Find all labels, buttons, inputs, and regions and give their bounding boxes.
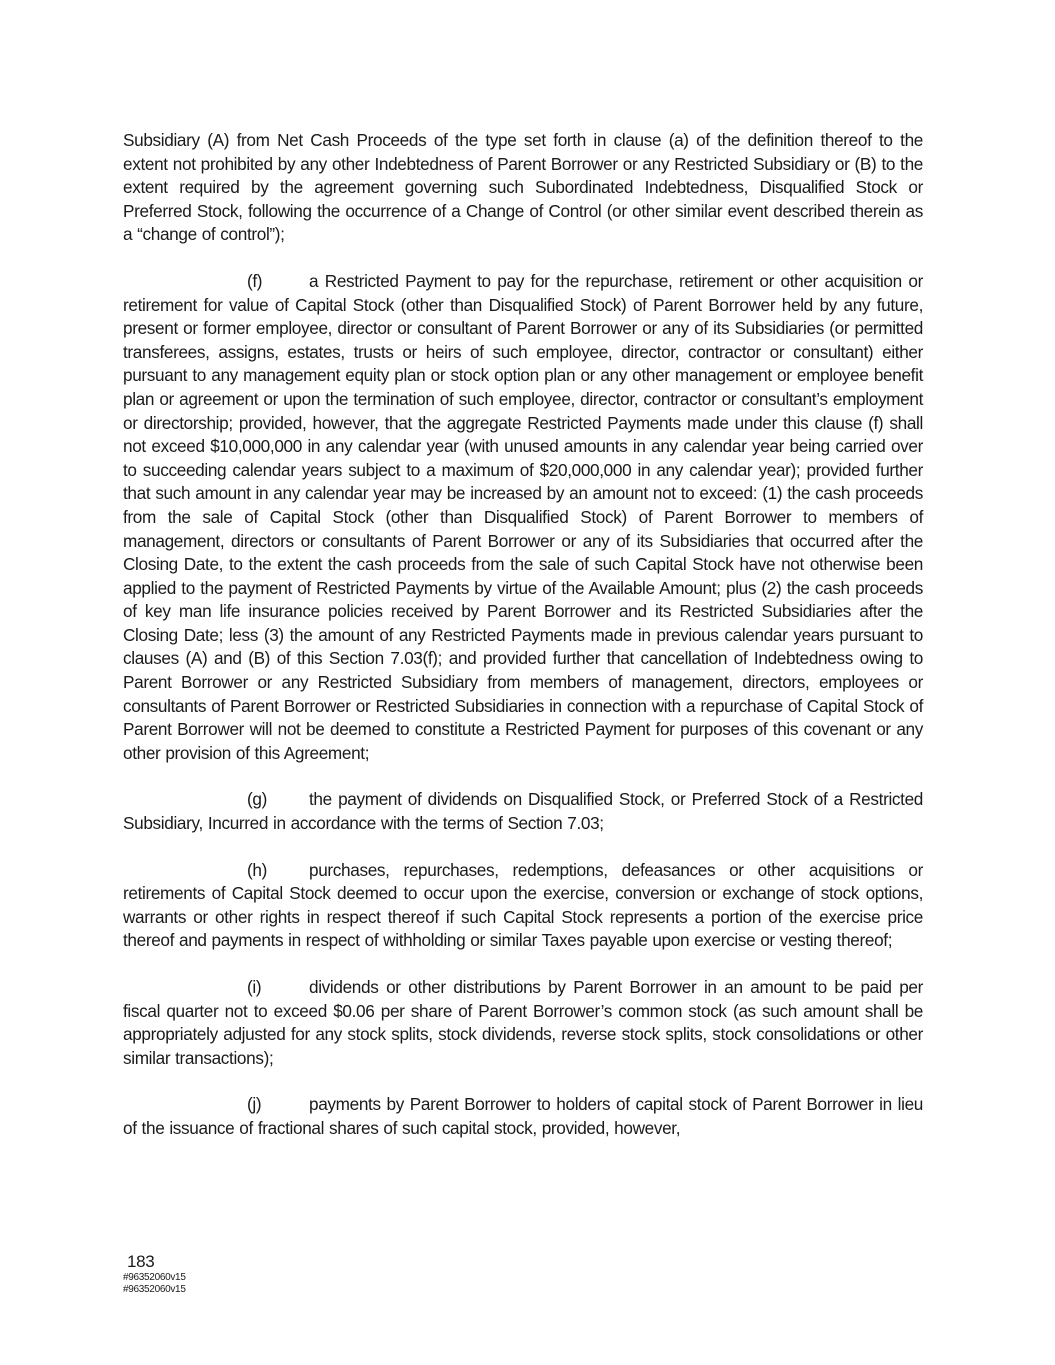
clause-g <box>123 788 923 835</box>
clause-text: the payment of dividends on Disqualified Stock, or Preferred Stock of a Restricted Subsidiary, Incurred in accordance with the terms of Section 7.03; <box>123 789 923 834</box>
clause-h <box>123 859 923 953</box>
clause-j <box>123 1093 923 1140</box>
paragraph-text: Subsidiary (A) from Net Cash Proceeds of the type set forth in clause (a) of the definition thereof to the extent not prohibited by any other Indebtedness of Parent Borrower or any Restricted Subsidiary or (B) to the extent required by the agreement governing such Subordinated Indebtedness, Disqualified Stock or Preferred Stock, following the occurrence of a Change of Control (or other similar event described therein as a “change of control”); <box>123 130 923 245</box>
clause-label: (g) <box>247 789 267 810</box>
paragraph-continuation <box>123 129 923 247</box>
clause-label: (h) <box>247 859 267 880</box>
clause-f <box>123 270 923 765</box>
clause-label: (i) <box>247 977 262 997</box>
clause-label: (j) <box>247 1094 262 1115</box>
clause-i <box>123 976 923 1070</box>
clause-text: payments by Parent Borrower to holders of capital stock of Parent Borrower in lieu of the issuance of fractional shares of such capital stock, provided, however, <box>123 1094 923 1138</box>
clause-text: purchases, repurchases, redemptions, defeasances or other acquisitions or retirements of Capital Stock deemed to occur upon the exercise, conversion or exchange of stock options, warrants or other rights in respect thereof if such Capital Stock represents a portion of the exercise price thereof and payments in respect of withholding or similar Taxes payable upon exercise or vesting thereof; <box>123 859 923 951</box>
clause-text: a Restricted Payment to pay for the repurchase, retirement or other acquisition or retirement for value of Capital Stock (other than Disqualified Stock) of Parent Borrower held by any future, present or former employee, director or consultant of Parent Borrower or any of its Subsidiaries (or permitted transferees, assigns, estates, trusts or heirs of such employee, director, contractor or consultant) either pursuant to any management equity plan or stock option plan or any other management or employee benefit plan or agreement or upon the termination of such employee, director, contractor or consultant’s employment or directorship; provided, however, that the aggregate Restricted Payments made under this clause (f) shall not exceed $10,000,000 in any calendar year (with unused amounts in any calendar year being carried over to succeeding calendar years subject to a maximum of $20,000,000 in any calendar year); provided further that such amount in any calendar year may be increased by an amount not to exceed: (1) the cash proceeds from the sale of Capital Stock (other than Disqualified Stock) of Parent Borrower to members of management, directors or consultants of Parent Borrower or any of its Subsidiaries that occurred after the Closing Date, to the extent the cash proceeds from the sale of such Capital Stock have not otherwise been applied to the payment of Restricted Payments by virtue of the Available Amount; plus (2) the cash proceeds of key man life insurance policies received by Parent Borrower and its Restricted Subsidiaries after the Closing Date; less (3) the amount of any Restricted Payments made in previous calendar years pursuant to clauses (A) and (B) of this Section 7.03(f); and provided further that cancellation of Indebtedness owing to Parent Borrower or any Restricted Subsidiary from members of management, directors, employees or consultants of Parent Borrower or Restricted Subsidiaries in connection with a repurchase of Capital Stock of Parent Borrower will not be deemed to constitute a Restricted Payment for purposes of this covenant or any other provision of this Agreement; <box>123 270 923 763</box>
document-id: #96352060v15 <box>123 1272 186 1283</box>
page-footer <box>123 1252 186 1296</box>
clause-label: (f) <box>247 270 263 291</box>
document-id: #96352060v15 <box>123 1284 186 1295</box>
document-page <box>123 129 923 1164</box>
clause-text: dividends or other distributions by Parent Borrower in an amount to be paid per fiscal quarter not to exceed $0.06 per share of Parent Borrower’s common stock (as such amount shall be appropriately adjusted for any stock splits, stock dividends, reverse stock splits, stock consolidations or other similar transactions); <box>123 977 923 1068</box>
page-number: 183 <box>127 1252 155 1271</box>
